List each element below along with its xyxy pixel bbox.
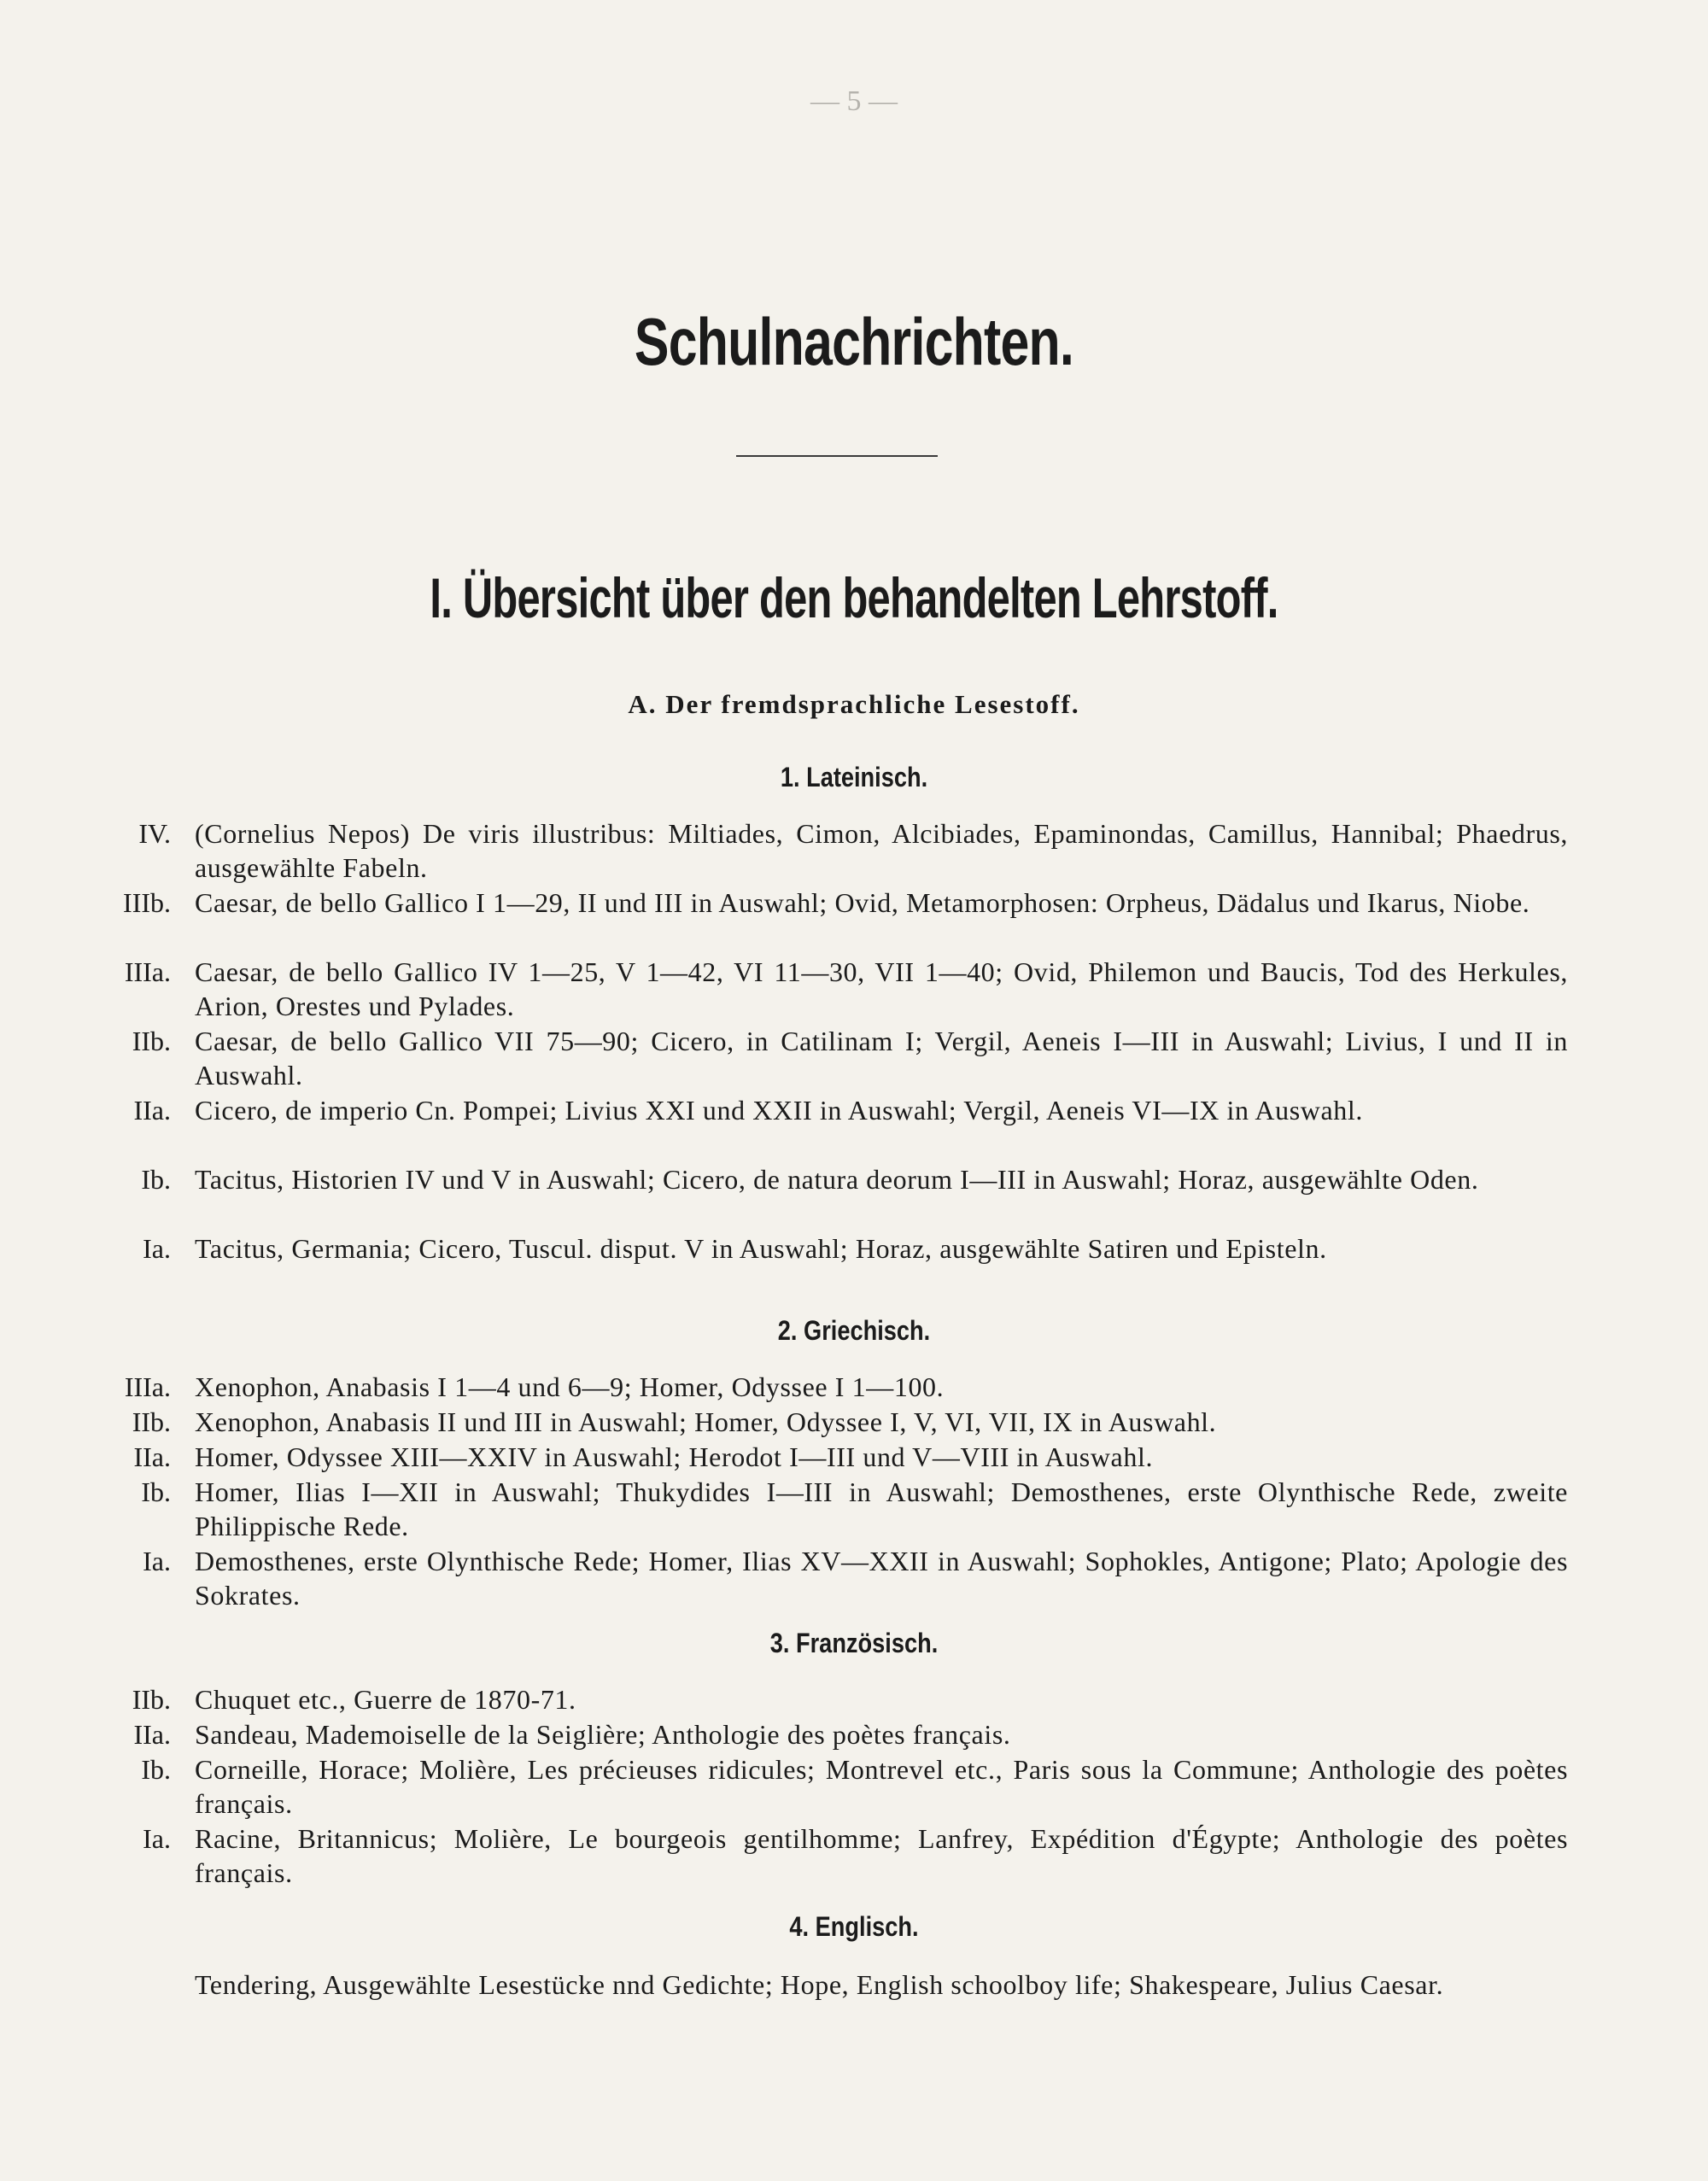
class-label: IIa.: [133, 1719, 171, 1750]
entry-text: Demosthenes, erste Olynthische Rede; Homer, Ilias XV—XXII in Auswahl; Sophokles, Antigone; Plato; Apologie des Sokrates.: [195, 1546, 1568, 1611]
heading-english: 4. Englisch.: [789, 1911, 919, 1942]
entry-text: Tacitus, Germania; Cicero, Tuscul. disput. V in Auswahl; Horaz, ausgewählte Satiren und Episteln.: [195, 1233, 1327, 1264]
class-label: Ia.: [143, 1233, 171, 1264]
entry-text: Caesar, de bello Gallico VII 75—90; Cicero, in Catilinam I; Vergil, Aeneis I—III in Auswahl; Livius, I und II in Auswahl.: [195, 1026, 1568, 1090]
class-label: IIa.: [133, 1441, 171, 1472]
entry-text: Tendering, Ausgewählte Lesestücke nnd Gedichte; Hope, English schoolboy life; Shakespeare, Julius Caesar.: [195, 1969, 1444, 2000]
class-label: IIIa.: [124, 1371, 171, 1402]
class-label: IIIa.: [124, 956, 171, 987]
document-title: Schulnachrichten.: [634, 304, 1074, 379]
heading-french: 3. Französisch.: [769, 1628, 939, 1658]
heading-latin: 1. Lateinisch.: [780, 762, 928, 792]
entry-text: Homer, Ilias I—XII in Auswahl; Thukydides I—III in Auswahl; Demosthenes, erste Olynthische Rede, zweite Philippische Rede.: [195, 1476, 1568, 1541]
class-label: IIb.: [132, 1026, 171, 1056]
class-label: IIa.: [133, 1095, 171, 1126]
page-number: — 5 —: [810, 85, 898, 117]
class-label: Ia.: [143, 1823, 171, 1854]
class-label: IV.: [138, 818, 171, 849]
entry-text: Caesar, de bello Gallico IV 1—25, V 1—42, VI 11—30, VII 1—40; Ovid, Philemon und Baucis, Tod des Herkules, Arion, Orestes und Pylades.: [195, 956, 1568, 1021]
class-label: Ib.: [141, 1754, 171, 1785]
entry-text: Racine, Britannicus; Molière, Le bourgeois gentilhomme; Lanfrey, Expédition d'Égypte; Anthologie des poètes français.: [195, 1823, 1568, 1888]
entry-text: Homer, Odyssee XIII—XXIV in Auswahl; Herodot I—III und V—VIII in Auswahl.: [195, 1441, 1154, 1472]
entry-text: Cicero, de imperio Cn. Pompei; Livius XXI und XXII in Auswahl; Vergil, Aeneis VI—IX in Auswahl.: [195, 1095, 1363, 1126]
class-label: Ia.: [143, 1546, 171, 1576]
entry-text: Caesar, de bello Gallico I 1—29, II und III in Auswahl; Ovid, Metamorphosen: Orpheus, Dädalus und Ikarus, Niobe.: [195, 887, 1530, 918]
class-label: Ib.: [141, 1476, 171, 1507]
class-label: Ib.: [141, 1164, 171, 1195]
class-label: IIb.: [132, 1406, 171, 1437]
class-label: IIb.: [132, 1684, 171, 1715]
section-title: I. Übersicht über den behandelten Lehrstoff.: [430, 566, 1278, 629]
title-divider: [736, 455, 938, 457]
entry-text: Chuquet etc., Guerre de 1870-71.: [195, 1684, 576, 1715]
entry-text: (Cornelius Nepos) De viris illustribus: Miltiades, Cimon, Alcibiades, Epaminondas, Camillus, Hannibal; Phaedrus, ausgewählte Fabeln.: [195, 818, 1568, 883]
class-label: IIIb.: [123, 887, 171, 918]
entry-text: Sandeau, Mademoiselle de la Seiglière; Anthologie des poètes français.: [195, 1719, 1011, 1750]
entry-text: Xenophon, Anabasis I 1—4 und 6—9; Homer, Odyssee I 1—100.: [195, 1371, 945, 1402]
entry-text: Tacitus, Historien IV und V in Auswahl; Cicero, de natura deorum I—III in Auswahl; Horaz, ausgewählte Oden.: [195, 1164, 1479, 1195]
entry-text: Corneille, Horace; Molière, Les précieuses ridicules; Montrevel etc., Paris sous la Commune; Anthologie des poètes français.: [195, 1754, 1568, 1819]
subsection-title: A. Der fremdsprachliche Lesestoff.: [628, 689, 1080, 719]
heading-greek: 2. Griechisch.: [777, 1315, 931, 1346]
entry-text: Xenophon, Anabasis II und III in Auswahl; Homer, Odyssee I, V, VI, VII, IX in Auswahl.: [195, 1406, 1217, 1437]
